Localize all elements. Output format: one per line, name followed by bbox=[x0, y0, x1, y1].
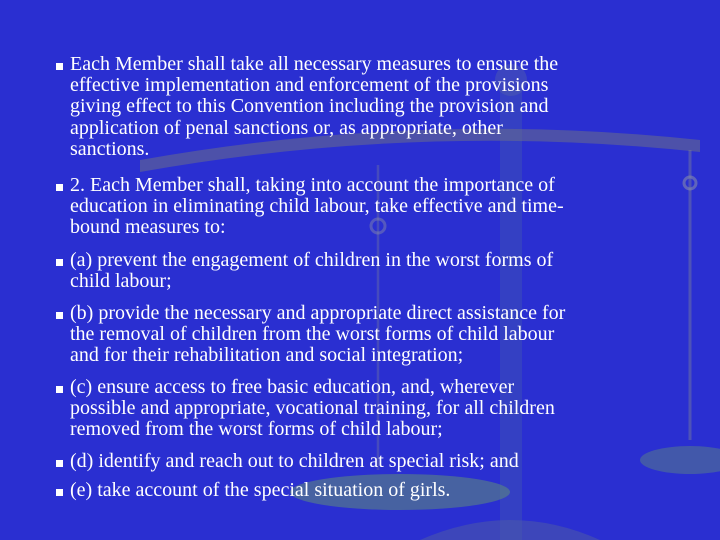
bullet-text: (e) take account of the special situation of girls. bbox=[70, 479, 451, 501]
bullet-text: Each Member shall take all necessary measures to ensure the effective implementation and enforcement of the provisions giving effect to this Convention including the provision and application of penal sanctions or, as appropriate, other sanctions. bbox=[70, 53, 559, 160]
square-bullet-icon bbox=[56, 489, 63, 496]
bullet-text: (a) prevent the engagement of children in the worst forms of child labour; bbox=[70, 249, 554, 293]
bullet-text: (d) identify and reach out to children at special risk; and bbox=[70, 450, 519, 472]
square-bullet-icon bbox=[56, 460, 63, 467]
square-bullet-icon bbox=[56, 63, 63, 70]
bullet-text: (c) ensure access to free basic education, and, wherever possible and appropriate, vocational training, for all children removed from the worst forms of child labour; bbox=[70, 376, 555, 441]
square-bullet-icon bbox=[56, 184, 63, 191]
bullet-text: 2. Each Member shall, taking into account the importance of education in eliminating child labour, take effective and time- bound measures to: bbox=[70, 174, 564, 239]
square-bullet-icon bbox=[56, 259, 63, 266]
square-bullet-icon bbox=[56, 386, 63, 393]
bullet-text: (b) provide the necessary and appropriate direct assistance for the removal of children from the worst forms of child labour and for their rehabilitation and social integration; bbox=[70, 302, 566, 367]
square-bullet-icon bbox=[56, 312, 63, 319]
